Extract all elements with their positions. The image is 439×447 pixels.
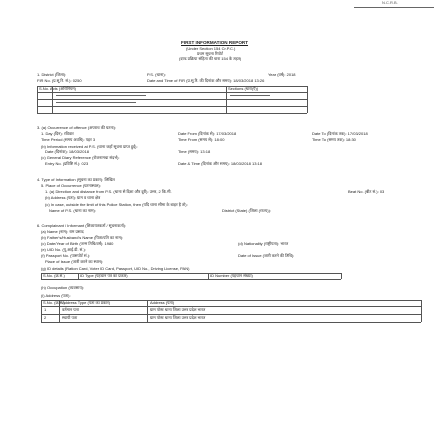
addr-sno-header: S.No. (क्र.सं.) <box>43 300 65 305</box>
addr-row-1-line <box>41 314 421 315</box>
complainant-uid: (e) UID No. (यू.आई.डी. सं.): <box>41 247 86 252</box>
corner-stamp: N.C.R.B. <box>382 0 398 5</box>
addr-row-1-address: ग्राम पोस्ट थाना जिला उत्तर प्रदेश भारत <box>150 307 206 312</box>
page-title: FIRST INFORMATION REPORT <box>181 40 249 45</box>
occurrence-time-to: Time To (समय तक): 18:30 <box>312 137 356 142</box>
addr-col-4 <box>421 300 422 322</box>
id-sno-header: S.No. (क्र.सं.) <box>43 273 65 278</box>
id-details-heading: (g) ID details (Ration Card, Voter ID Card, Passport, UID No., Driving License, PAN) <box>41 266 190 271</box>
info-received: (b) Information received at P.S. (थाना जहाँ सूचना प्राप्त हुई): <box>41 144 138 149</box>
occurrence-address: (b) Address (पता): ग्राम व थाना क्षेत्र <box>45 195 101 200</box>
acts-scribble-1 <box>56 95 146 96</box>
passport-place-of-issue: Place of Issue (जारी करने का स्थान): <box>45 259 104 264</box>
complainant-occupation: (h) Occupation (व्यवसाय): <box>41 285 85 290</box>
complainant-nationality: (d) Nationality (राष्ट्रीयता): भारत <box>238 241 289 246</box>
outside-ps: (c) In case, outside the limit of this Police Station, then (यदि थाना सीमा के बाहर है तो): <box>45 202 188 207</box>
gd-date-time: Date & Time (दिनांक और समय): 18/03/2018 13:18 <box>178 161 263 166</box>
addr-col-3 <box>147 300 148 322</box>
ps-field: P.S. (थाना): <box>147 72 166 77</box>
acts-scribble-2 <box>56 102 136 103</box>
place-heading: 5. Place of Occurrence (घटनास्थल): <box>41 183 101 188</box>
addr-type-header: Address Type (पता का प्रकार) <box>62 300 111 305</box>
addr-row-2-type: स्थायी पता <box>62 315 78 320</box>
occurrence-date-to: Date To (दिनांक तक): 17/03/2018 <box>312 131 368 136</box>
id-table-bottom <box>41 279 341 280</box>
direction-distance: 1. (a) Direction and distance from P.S. (थाना से दिशा और दूरी): उत्तर, 2 कि.मी. <box>45 189 172 194</box>
occurrence-date-from: Date From (दिनांक से): 17/03/2018 <box>178 131 237 136</box>
id-col-1 <box>41 273 42 279</box>
addr-row-1-type: वर्तमान पता <box>62 307 79 312</box>
info-type: 4. Type of Information (सूचना का प्रकार): लिखित <box>37 177 115 182</box>
id-col-3 <box>208 273 209 279</box>
occurrence-time-from: Time From (समय से): 18:00 <box>178 137 225 142</box>
sections-header: Sections (धारा(एँ)) <box>228 86 259 91</box>
complainant-dob: (c) Date/Year of Birth (जन्म तिथि/वर्ष): 1980 <box>41 241 114 246</box>
beat-no: Beat No. (बीट सं.): 03 <box>348 189 385 194</box>
id-col-2 <box>78 273 79 279</box>
addr-row-2-address: ग्राम पोस्ट थाना जिला उत्तर प्रदेश भारत <box>150 315 206 320</box>
acts-row-1 <box>37 99 307 100</box>
acts-col-1 <box>37 86 38 113</box>
subtitle-2: प्रथम सूचना रिपोर्ट <box>197 51 223 56</box>
gd-reference: (c) General Diary Reference (रोजनामचा संदर्भ): <box>41 155 120 160</box>
complainant-name: (a) Name (नाम): राम प्रसाद <box>41 229 84 234</box>
addr-col-1 <box>41 300 42 322</box>
complainant-passport: (f) Passport No. (पासपोर्ट सं.): <box>41 253 91 258</box>
id-col-4 <box>341 273 342 279</box>
year-field: Year (वर्ष): 2018 <box>268 72 296 77</box>
id-type-header: ID Type (पहचान पत्र का प्रकार) <box>80 273 128 278</box>
occurrence-heading: 3. (a) Occurrence of offence (अपराध की घटना): <box>37 125 117 130</box>
complainant-heading: 6. Complainant / Informant (शिकायतकर्ता / सूचनाकर्ता): <box>37 223 127 228</box>
corner-scribble <box>354 7 434 8</box>
addr-row-1-sno: 1 <box>44 307 47 312</box>
complainant-address-label: (i) Address (पता): <box>41 293 71 298</box>
occurrence-day: 1. Day (दिन): रविवार <box>41 131 74 136</box>
passport-date-of-issue: Date of Issue (जारी करने की तिथि): <box>238 253 295 258</box>
acts-header: S.No. Acts (अधिनियम) <box>39 86 76 91</box>
acts-col-4 <box>307 86 308 113</box>
subtitle-3: (दण्ड प्रक्रिया संहिता की धारा 154 के तहत) <box>179 56 242 61</box>
subtitle-1: (Under Section 154 Cr.P.C.) <box>186 46 236 51</box>
addr-row-2-sno: 2 <box>44 315 47 320</box>
addr-table-head-line <box>41 306 421 307</box>
fir-date-time: Date and Time of FIR (प्र.सू.रि. की दिनांक और समय): 18/03/2018 13:26 <box>147 78 265 83</box>
acts-scribble-3 <box>230 95 270 96</box>
complainant-father: (b) Father's/Husband's Name (पिता/पति का नाम): <box>41 235 124 240</box>
addr-row-2-line <box>41 322 421 323</box>
outside-district-state: District (State) (जिला (राज्य)): <box>222 208 272 213</box>
gd-entry-no: Entry No. (प्रविष्टि सं.): 023 <box>45 161 89 166</box>
acts-col-3 <box>226 86 227 113</box>
acts-col-2 <box>52 86 53 113</box>
outside-ps-name: Name of P.S. (थाना का नाम): <box>49 208 96 213</box>
info-time: Time (समय): 13:18 <box>178 149 211 154</box>
addr-header: Address (पता) <box>150 300 175 305</box>
info-date: Date (दिनांक): 18/03/2018 <box>45 149 89 154</box>
occurrence-time-period: Time Period (समय अवधि): पहर 3 <box>41 137 96 142</box>
fir-no-field: FIR No. (प्र.सू.रि. सं.): 0250 <box>37 78 82 83</box>
acts-row-3 <box>37 113 307 114</box>
acts-row-2 <box>37 106 307 107</box>
id-number-header: ID Number (पहचान संख्या) <box>210 273 253 278</box>
addr-col-2 <box>59 300 60 322</box>
acts-table-top <box>37 86 307 87</box>
acts-table-head-line <box>37 92 307 93</box>
district-field: 1. District (जिला): <box>37 72 67 77</box>
